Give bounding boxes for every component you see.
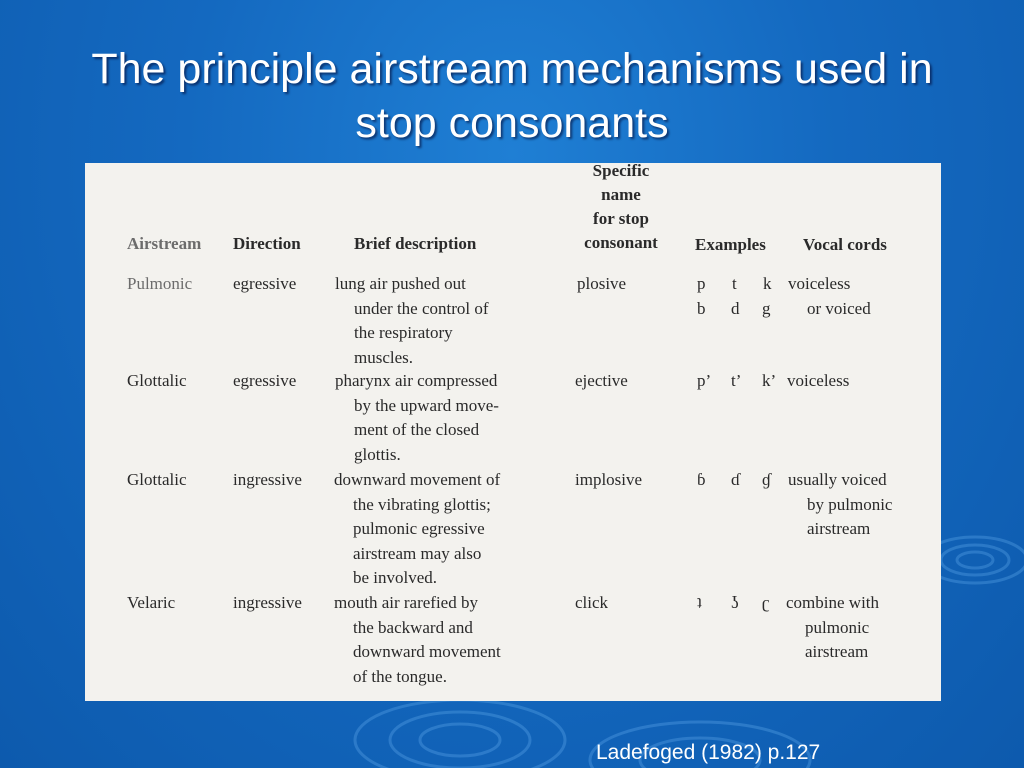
row1-example: b: [697, 299, 706, 318]
row4-desc-line: the backward and: [353, 617, 473, 637]
row4-vocal-line: combine with: [786, 593, 880, 612]
row2-desc-line: by the upward move-: [354, 395, 499, 415]
row3-direction: ingressive: [233, 470, 302, 489]
row3-desc-line: downward movement of: [334, 470, 501, 489]
row2-description: [335, 369, 499, 467]
row3-example: ɓ: [697, 470, 706, 489]
row3-desc-line: pulmonic egressive: [353, 519, 485, 539]
row4-desc-line: mouth air rarefied by: [334, 593, 478, 612]
header-specific-4: consonant: [584, 233, 658, 252]
row3-desc-line: airstream may also: [353, 543, 482, 563]
row3-description: [334, 468, 500, 591]
row4-description: [334, 591, 501, 689]
citation: Ladefoged (1982) p.127: [596, 741, 821, 764]
row4-example: ʇ: [697, 593, 702, 612]
row3-vocal: [788, 468, 892, 542]
row3-desc-line: the vibrating glottis;: [353, 494, 491, 514]
row1-example: p: [697, 274, 706, 293]
row1-example: g: [762, 299, 771, 318]
row2-example: t’: [731, 371, 742, 390]
row4-example: ʗ: [762, 593, 770, 612]
row1-direction: egressive: [233, 274, 297, 293]
row3-desc-line: be involved.: [353, 568, 438, 588]
row1-desc-line: the respiratory: [354, 323, 453, 343]
row3-vocal-line: usually voiced: [788, 470, 887, 489]
row2-vocal-line: voiceless: [787, 371, 850, 390]
title-line-2: stop consonants: [355, 99, 669, 147]
row2-direction: egressive: [233, 371, 297, 390]
row1-desc-line: under the control of: [354, 298, 489, 318]
header-specific-name: [574, 163, 668, 255]
row1-vocal-line: or voiced: [807, 298, 871, 318]
row1-vocal: [788, 272, 871, 321]
row4-desc-line: of the tongue.: [353, 666, 447, 686]
row4-vocal-line: airstream: [805, 642, 869, 662]
title-line-1: The principle airstream mechanisms used in: [91, 45, 933, 93]
row1-description: [335, 272, 489, 370]
scanned-table-image: [85, 163, 941, 701]
row1-example: k: [763, 274, 772, 293]
slide-title: [0, 42, 1024, 150]
row3-name: implosive: [575, 470, 643, 489]
row1-desc-line: muscles.: [354, 347, 414, 367]
row2-desc-line: ment of the closed: [354, 420, 480, 440]
row1-example: d: [731, 299, 740, 318]
header-direction: Direction: [233, 234, 301, 253]
row3-airstream: Glottalic: [127, 470, 187, 489]
header-airstream: Airstream: [127, 234, 202, 253]
row4-direction: ingressive: [233, 593, 302, 612]
row3-vocal-line: airstream: [807, 519, 871, 539]
header-specific-3: for stop: [593, 209, 649, 228]
row2-name: ejective: [575, 371, 628, 390]
row4-desc-line: downward movement: [353, 642, 501, 662]
row4-name: click: [575, 593, 609, 612]
row4-airstream: Velaric: [127, 593, 176, 612]
row1-vocal-line: voiceless: [788, 274, 851, 293]
row1-example: t: [732, 274, 737, 293]
header-examples: Examples: [695, 235, 766, 254]
header-specific-2: name: [601, 185, 641, 204]
row1-airstream: Pulmonic: [127, 274, 193, 293]
row2-vocal: [787, 369, 849, 394]
row1-desc-line: lung air pushed out: [335, 274, 466, 293]
row4-vocal: [786, 591, 879, 665]
row4-example: ʖ: [731, 593, 739, 612]
row3-example: ɠ: [762, 470, 771, 489]
row1-name: plosive: [577, 274, 627, 293]
row2-airstream: Glottalic: [127, 371, 187, 390]
row2-example: p’: [697, 371, 712, 390]
row3-example: ɗ: [731, 470, 740, 489]
row3-vocal-line: by pulmonic: [807, 494, 893, 514]
row2-desc-line: pharynx air compressed: [335, 371, 498, 390]
header-specific-1: Specific: [592, 163, 650, 180]
row4-vocal-line: pulmonic: [805, 617, 870, 637]
header-vocal-cords: Vocal cords: [803, 235, 887, 254]
header-description: Brief description: [354, 234, 477, 253]
row2-example: k’: [762, 371, 777, 390]
row2-desc-line: glottis.: [354, 444, 401, 464]
